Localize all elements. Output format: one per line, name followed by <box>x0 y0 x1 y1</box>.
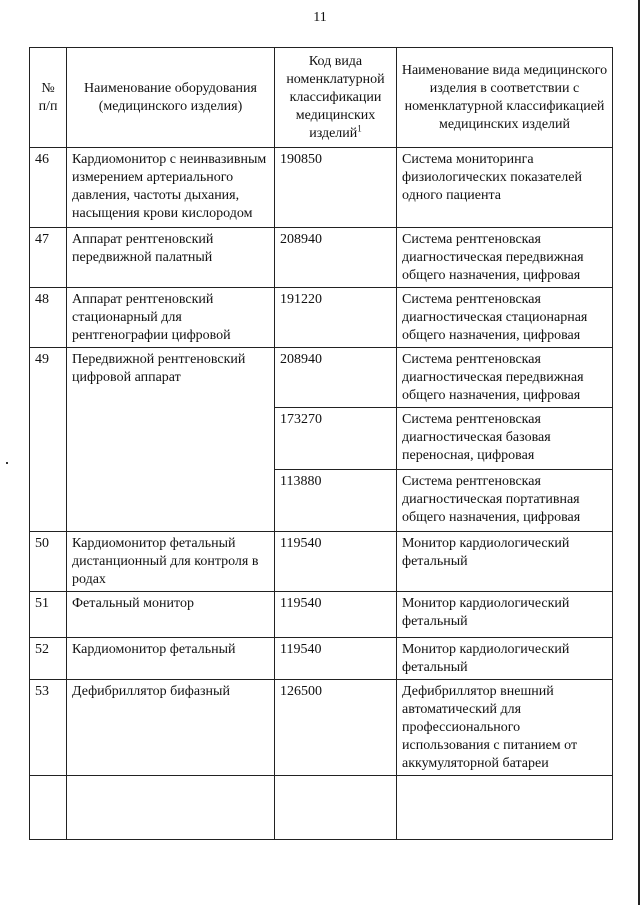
row-num: 49 <box>30 348 67 532</box>
header-type-name: Наименование вида медицинского изделия в соответствии с номенклатурной классификацией медицинских изделий <box>397 48 613 148</box>
row-code: 191220 <box>275 288 397 348</box>
table-row <box>30 532 613 592</box>
row-equipment: Кардиомонитор с неинвазивным измерением артериального давления, частоты дыхания, насыщения крови кислородом <box>67 148 275 228</box>
table-row <box>30 148 613 228</box>
scan-speck <box>6 462 8 464</box>
row-equipment: Аппарат рентгеновский стационарный для рентгенографии цифровой <box>67 288 275 348</box>
row-code: 119540 <box>275 638 397 680</box>
row-equipment: Кардиомонитор фетальный <box>67 638 275 680</box>
table-row <box>30 592 613 638</box>
row-equipment: Аппарат рентгеновский передвижной палатный <box>67 228 275 288</box>
row-equipment: Дефибриллятор бифазный <box>67 680 275 776</box>
table-header-row <box>30 48 613 148</box>
row-code: 190850 <box>275 148 397 228</box>
row-num: 52 <box>30 638 67 680</box>
header-equipment: Наименование оборудования (медицинского изделия) <box>67 48 275 148</box>
empty-cell <box>30 776 67 840</box>
table-row <box>30 638 613 680</box>
row-code: 208940 <box>275 228 397 288</box>
header-code-footnote: 1 <box>357 122 362 133</box>
row-type-name: Система мониторинга физиологических показателей одного пациента <box>397 148 613 228</box>
row-type-name: Система рентгеновская диагностическая передвижная общего назначения, цифровая <box>397 348 613 408</box>
row-num: 53 <box>30 680 67 776</box>
empty-cell <box>67 776 275 840</box>
row-type-name: Монитор кардиологический фетальный <box>397 592 613 638</box>
table-row <box>30 680 613 776</box>
row-type-name: Дефибриллятор внешний автоматический для профессионального использования с питанием от аккумуляторной батареи <box>397 680 613 776</box>
empty-table-row <box>30 776 613 840</box>
header-code <box>275 48 397 148</box>
row-code: 113880 <box>275 470 397 532</box>
row-num: 51 <box>30 592 67 638</box>
table-row <box>30 288 613 348</box>
row-equipment: Передвижной рентгеновский цифровой аппарат <box>67 348 275 532</box>
equipment-table <box>29 47 613 840</box>
row-type-name: Система рентгеновская диагностическая передвижная общего назначения, цифровая <box>397 228 613 288</box>
header-num: № п/п <box>30 48 67 148</box>
row-type-name: Система рентгеновская диагностическая стационарная общего назначения, цифровая <box>397 288 613 348</box>
row-code: 119540 <box>275 532 397 592</box>
row-equipment: Фетальный монитор <box>67 592 275 638</box>
table-row <box>30 228 613 288</box>
row-equipment: Кардиомонитор фетальный дистанционный для контроля в родах <box>67 532 275 592</box>
row-type-name: Система рентгеновская диагностическая базовая переносная, цифровая <box>397 408 613 470</box>
row-code: 119540 <box>275 592 397 638</box>
table-row <box>30 348 613 408</box>
row-type-name: Монитор кардиологический фетальный <box>397 638 613 680</box>
row-num: 50 <box>30 532 67 592</box>
row-num: 46 <box>30 148 67 228</box>
row-num: 48 <box>30 288 67 348</box>
empty-cell <box>397 776 613 840</box>
row-type-name: Система рентгеновская диагностическая портативная общего назначения, цифровая <box>397 470 613 532</box>
row-type-name: Монитор кардиологический фетальный <box>397 532 613 592</box>
header-code-text: Код вида номенклатурной классификации медицинских изделий <box>286 53 385 141</box>
row-num: 47 <box>30 228 67 288</box>
row-code: 173270 <box>275 408 397 470</box>
empty-cell <box>275 776 397 840</box>
row-code: 208940 <box>275 348 397 408</box>
page-number: 11 <box>313 10 327 25</box>
row-code: 126500 <box>275 680 397 776</box>
